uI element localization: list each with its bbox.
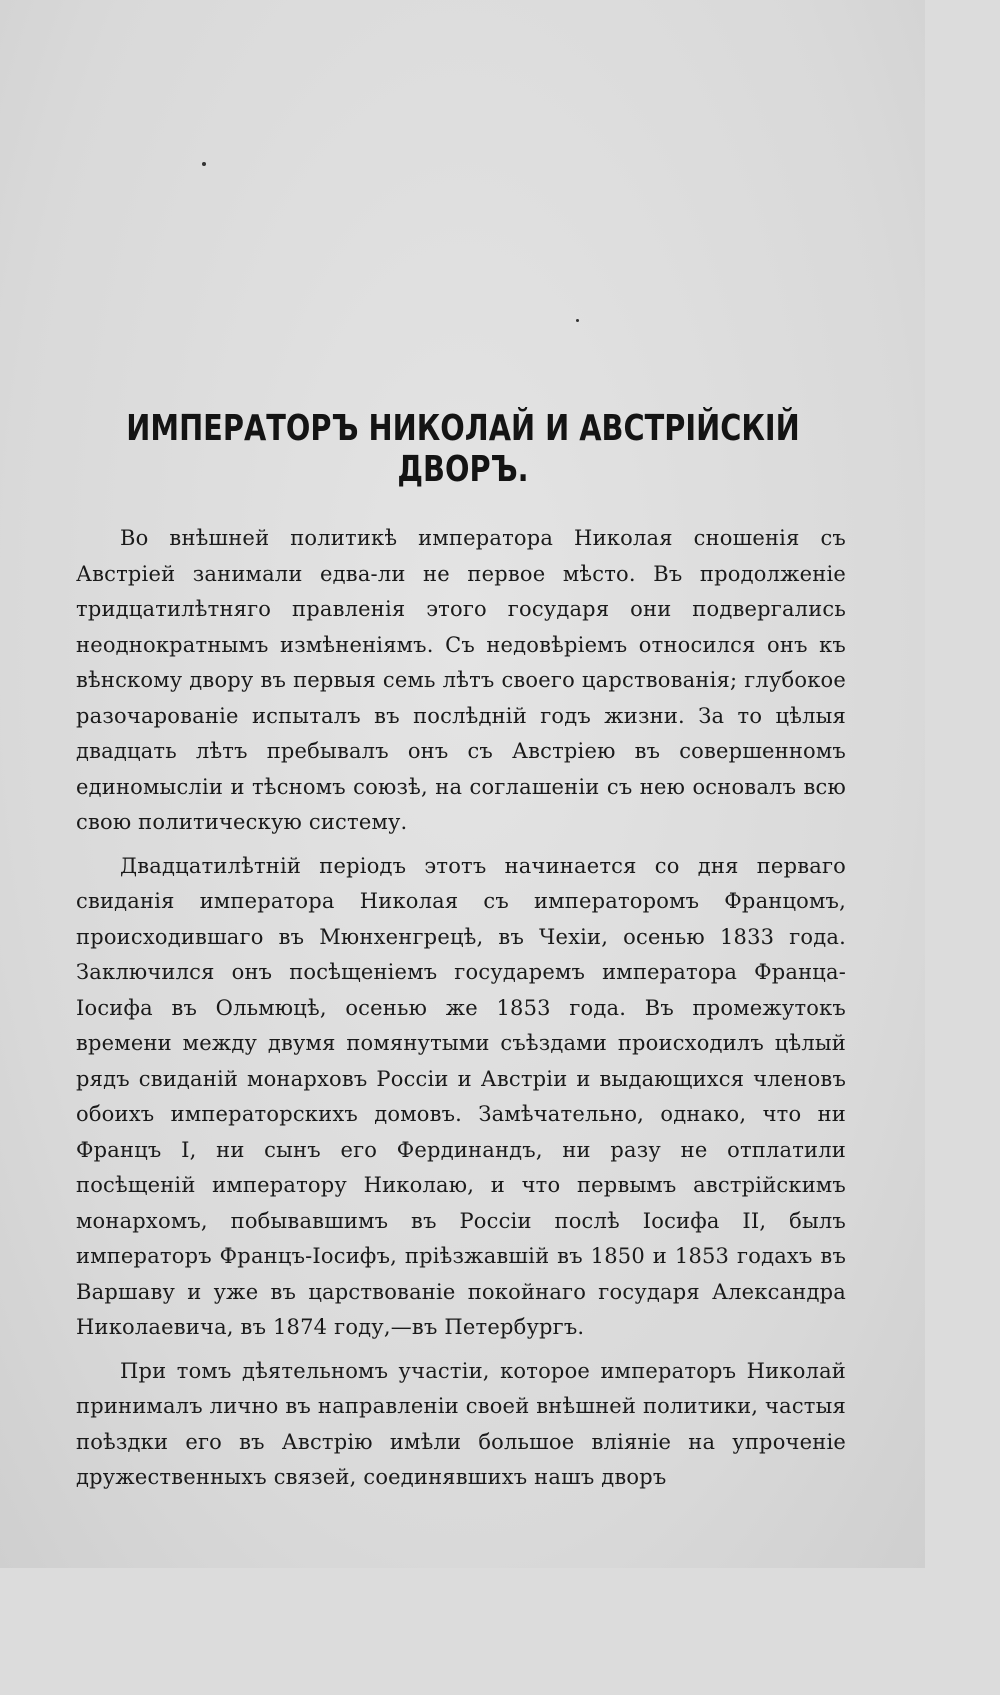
paragraph-1: Во внѣшней политикѣ императора Николая сношенія съ Австріей занимали едва-ли не первое мѣсто. Въ продолженіе тридцатилѣтняго правленія этого государя они подвергались неоднократнымъ измѣненіямъ. Съ недовѣріемъ относился онъ къ вѣнскому двору въ первыя семь лѣтъ своего царствованія; глубокое разочарованіе испыталъ въ послѣдній годъ жизни. За то цѣлыя двадцать лѣтъ пребывалъ онъ съ Австріею въ совершенномъ единомысліи и тѣсномъ союзѣ, на соглашеніи съ нею основалъ всю свою политическую систему. <box>76 526 846 834</box>
paragraph-3: При томъ дѣятельномъ участіи, которое императоръ Николай принималъ лично въ направленіи своей внѣшней политики, частыя поѣздки его въ Австрію имѣли большое вліяніе на упроченіе дружественныхъ связей, соединявшихъ нашъ дворъ <box>76 1358 846 1489</box>
page-title: ИМПЕРАТОРЪ НИКОЛАЙ И АВСТРІЙСКІЙ ДВОРЪ. <box>126 408 800 490</box>
paragraph-2: Двадцатилѣтній періодъ этотъ начинается со дня перваго свиданія императора Николая съ императоромъ Францомъ, происходившаго въ Мюнхенгрецѣ, въ Чехіи, осенью 1833 года. Заключился онъ посѣщеніемъ государемъ императора Франца-Іосифа въ Ольмюцѣ, осенью же 1853 года. Въ промежутокъ времени между двумя помянутыми съѣздами происходилъ цѣлый рядъ свиданій монарховъ Россіи и Австріи и выдающихся членовъ обоихъ императорскихъ домовъ. Замѣчательно, однако, что ни Францъ I, ни сынъ его Фердинандъ, ни разу не отплатили посѣщеній императору Николаю, и что первымъ австрійскимъ монархомъ, побывавшимъ въ Россіи послѣ Іосифа II, былъ императоръ Францъ-Іосифъ, пріѣзжавшій въ 1850 и 1853 годахъ въ Варшаву и уже въ царствованіе покойнаго государя Александра Николаевича, въ 1874 году,—въ Петербургъ. <box>76 853 846 1339</box>
ink-speck <box>202 162 206 166</box>
body-text <box>76 521 846 1504</box>
ink-speck <box>576 319 579 322</box>
